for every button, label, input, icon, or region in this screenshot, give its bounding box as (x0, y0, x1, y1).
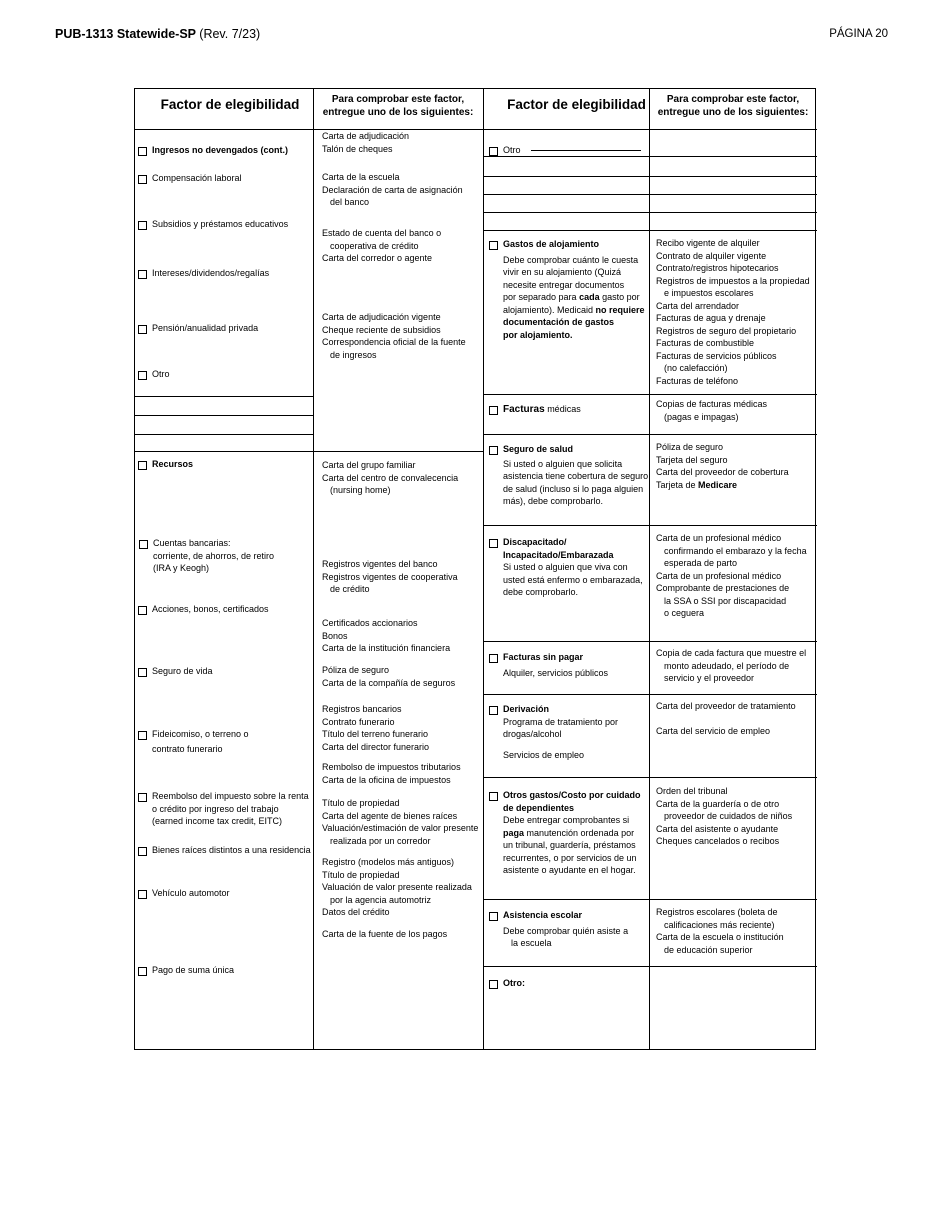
docs-pago: Carta de la fuente de los pagos (322, 929, 448, 939)
factor-subsidios: Subsidios y préstamos educativos (152, 219, 289, 229)
factor-compensacion: Compensación laboral (152, 173, 242, 183)
docs-seguro-salud: Póliza de seguro Tarjeta del seguro Carta del proveedor de cobertura Tarjeta de Medicare (656, 442, 789, 490)
factor-fideicomiso: Fideicomiso, o terreno o contrato funerario (152, 729, 249, 754)
factor-otro2: Otro: (503, 978, 525, 988)
checkbox-pago[interactable] (138, 967, 147, 976)
docs-acciones: Certificados accionarios Bonos Carta de la institución financiera (322, 618, 451, 653)
factor-intereses: Intereses/dividendos/regalías (152, 268, 270, 278)
factor-cuentas: Cuentas bancarias: corriente, de ahorros, de retiro (IRA y Keogh) (153, 538, 275, 573)
factor-bienes: Bienes raíces distintos a una residencia (152, 845, 311, 855)
checkbox-ingresos[interactable] (138, 147, 147, 156)
docs-intereses: Estado de cuenta del banco o cooperativa de crédito Carta del corredor o agente (322, 228, 442, 263)
factor-seguro-salud: Seguro de salud Si usted o alguien que solicita asistencia tiene cobertura de seguro de salud (incluso si lo paga alguien más), debe comprobarlo. (503, 444, 649, 506)
checkbox-intereses[interactable] (138, 270, 147, 279)
factor-recursos: Recursos (152, 459, 194, 469)
checkbox-otro-right[interactable] (489, 147, 498, 156)
form-id: PUB-1313 Statewide-SP (Rev. 7/23) (55, 27, 261, 41)
checkbox-cuentas[interactable] (139, 540, 148, 549)
checkbox-derivacion[interactable] (489, 706, 498, 715)
docs-reembolso: Rembolso de impuestos tributarios Carta de la oficina de impuestos (322, 762, 461, 785)
checkbox-bienes[interactable] (138, 847, 147, 856)
factor-discapacitado: Discapacitado/ Incapacitado/Embarazada Si usted o alguien que viva con usted está enfermo o embarazada, debe comprobarlo. (503, 537, 643, 597)
checkbox-reembolso[interactable] (138, 793, 147, 802)
docs-facturas-medicas: Copias de facturas médicas (pagas e impagas) (656, 399, 768, 422)
docs-subsidios: Carta de la escuela Declaración de carta de asignación del banco (322, 172, 463, 207)
factor-ingresos: Ingresos no devengados (cont.) (152, 145, 289, 155)
checkbox-seguro-salud[interactable] (489, 446, 498, 455)
checkbox-compensacion[interactable] (138, 175, 147, 184)
factor-otro-left: Otro (152, 369, 170, 379)
docs-seguro-vida: Póliza de seguro Carta de la compañía de seguros (322, 665, 456, 688)
page-number: PÁGINA 20 (829, 28, 888, 40)
col-header-factor: Factor de elegibilidad (160, 97, 300, 112)
checkbox-acciones[interactable] (138, 606, 147, 615)
factor-seguro-vida: Seguro de vida (152, 666, 213, 676)
docs-discapacitado: Carta de un profesional médico confirmando el embarazo y la fecha esperada de parto Carta de un profesional médico Comprobante de prestaciones de la SSA o SSI por discapacidad o ceguera (656, 533, 807, 618)
col-header-proof-right: Para comprobar este factor, entregue uno de los siguientes: (657, 94, 809, 118)
docs-otros-gastos: Orden del tribunal Carta de la guardería o de otro proveedor de cuidados de niños Carta del asistente o ayudante Cheques cancelados o recibos (656, 786, 793, 846)
docs-recursos: Carta del grupo familiar Carta del centro de convalecencia (nursing home) (322, 460, 459, 495)
col-header-proof: Para comprobar este factor, entregue uno de los siguientes: (322, 94, 474, 118)
otro-blank-line[interactable] (531, 150, 641, 151)
factor-reembolso: Reembolso del impuesto sobre la renta o crédito por ingreso del trabajo (earned income tax credit, EITC) (152, 791, 309, 826)
checkbox-otro2[interactable] (489, 980, 498, 989)
factor-facturas-medicas: Facturas médicas (503, 404, 581, 415)
factor-asistencia: Asistencia escolar Debe comprobar quién asiste a la escuela (503, 910, 629, 948)
checkbox-gastos[interactable] (489, 241, 498, 250)
factor-gastos: Gastos de alojamiento Debe comprobar cuánto le cuesta vivir en su alojamiento (Quizá necesite entregar documentos por separado para cada gasto por alojamiento). Medicaid no requiere documentación de gastos por alojamiento. (503, 239, 645, 340)
checkbox-facturas-medicas[interactable] (489, 406, 498, 415)
checkbox-asistencia[interactable] (489, 912, 498, 921)
checkbox-recursos[interactable] (138, 461, 147, 470)
checkbox-vehiculo[interactable] (138, 890, 147, 899)
docs-derivacion-2: Carta del servicio de empleo (656, 726, 771, 736)
docs-cuentas: Registros vigentes del banco Registros vigentes de cooperativa de crédito (322, 559, 458, 594)
factor-otro-right: Otro (503, 144, 641, 157)
docs-bienes: Título de propiedad Carta del agente de bienes raíces Valuación/estimación de valor presente realizada por un corredor (322, 798, 479, 846)
docs-ingresos: Carta de adjudicación Talón de cheques (322, 131, 410, 154)
docs-gastos: Recibo vigente de alquiler Contrato de alquiler vigente Contrato/registros hipotecarios Registros de impuestos a la propiedad e impuestos escolares Carta del arrendador Facturas de agua y drenaje Registros de seguro del propietario Facturas de combustible Facturas de servicios públicos (no calefacción) Facturas de teléfono (656, 238, 810, 386)
factor-pension: Pensión/anualidad privada (152, 323, 259, 333)
checkbox-facturas-sin-pagar[interactable] (489, 654, 498, 663)
eligibility-table (134, 88, 816, 1050)
docs-derivacion-1: Carta del proveedor de tratamiento (656, 701, 796, 711)
factor-derivacion: Derivación Programa de tratamiento por drogas/alcohol Servicios de empleo (503, 704, 619, 760)
checkbox-fideicomiso[interactable] (138, 731, 147, 740)
docs-facturas-sin-pagar: Copia de cada factura que muestre el monto adeudado, el período de servicio y el proveedor (656, 648, 807, 683)
docs-asistencia: Registros escolares (boleta de calificaciones más reciente) Carta de la escuela o institución de educación superior (656, 907, 784, 955)
checkbox-otro-left[interactable] (138, 371, 147, 380)
checkbox-pension[interactable] (138, 325, 147, 334)
factor-pago: Pago de suma única (152, 965, 235, 975)
col-header-factor-right: Factor de elegibilidad (507, 97, 646, 112)
factor-vehiculo: Vehículo automotor (152, 888, 230, 898)
docs-pension: Carta de adjudicación vigente Cheque reciente de subsidios Correspondencia oficial de la fuente de ingresos (322, 312, 466, 360)
checkbox-seguro-vida[interactable] (138, 668, 147, 677)
checkbox-otros-gastos[interactable] (489, 792, 498, 801)
factor-otros-gastos: Otros gastos/Costo por cuidado de dependientes Debe entregar comprobantes si paga manutención ordenada por un tribunal, guardería, préstamos recurrentes, o por servicios de un asistente o ayudante en el hogar. (503, 790, 641, 875)
checkbox-subsidios[interactable] (138, 221, 147, 230)
checkbox-discapacitado[interactable] (489, 539, 498, 548)
docs-fideicomiso: Registros bancarios Contrato funerario Título del terreno funerario Carta del director funerario (322, 704, 430, 752)
factor-acciones: Acciones, bonos, certificados (152, 604, 269, 614)
docs-vehiculo: Registro (modelos más antiguos) Título de propiedad Valuación de valor presente realizada por la agencia automotriz Datos del crédito (322, 857, 472, 917)
factor-facturas-sin-pagar: Facturas sin pagar Alquiler, servicios públicos (503, 652, 609, 678)
